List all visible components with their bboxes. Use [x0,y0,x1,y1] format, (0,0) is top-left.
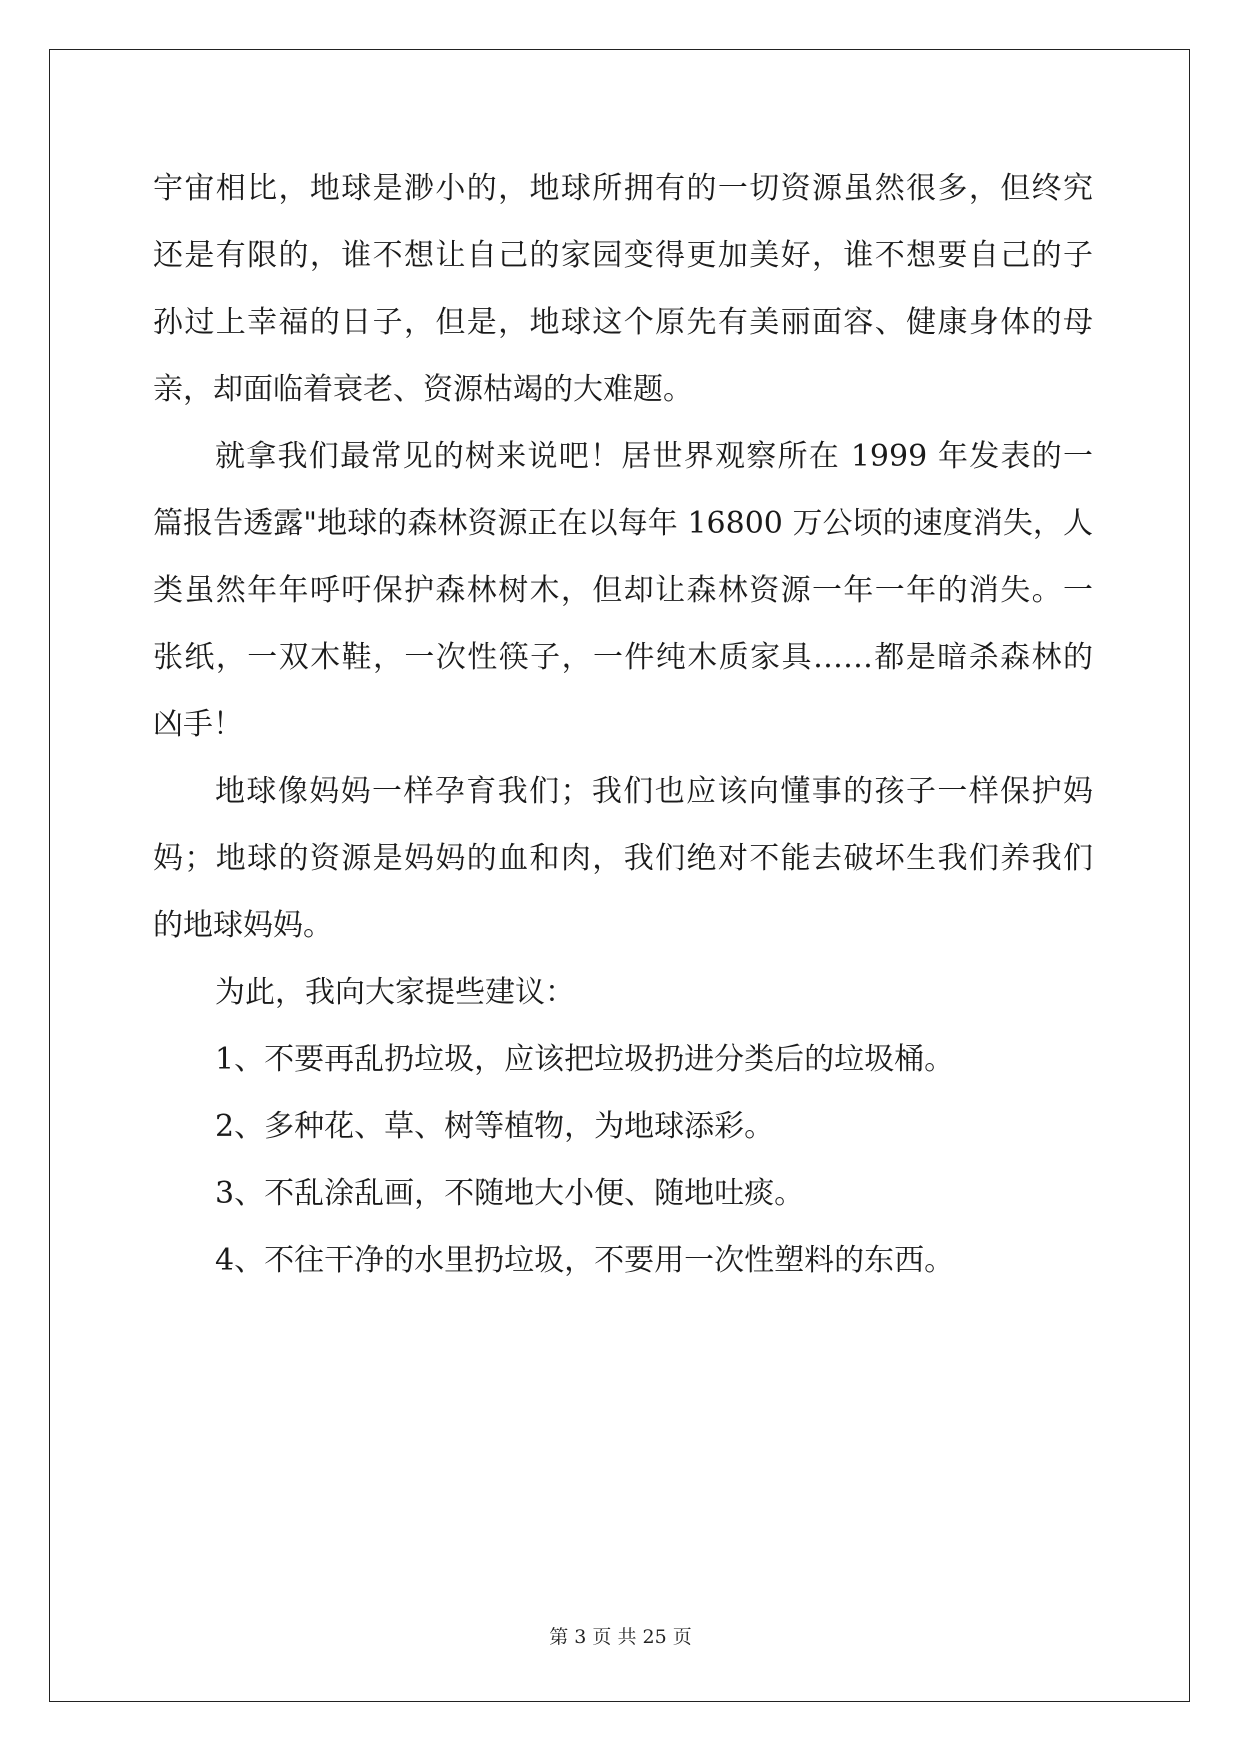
body-line: 孙过上幸福的日子，但是，地球这个原先有美丽面容、健康身体的母 [153,305,1093,340]
body-line: 地球像妈妈一样孕育我们；我们也应该向懂事的孩子一样保护妈 [215,774,1093,809]
body-line: 篇报告透露"地球的森林资源正在以每年 16800 万公顷的速度消失，人 [153,506,1093,541]
body-line: 亲，却面临着衰老、资源枯竭的大难题。 [153,372,693,407]
body-line: 张纸，一双木鞋，一次性筷子，一件纯木质家具……都是暗杀森林的 [153,640,1093,675]
body-line: 为此，我向大家提些建议： [215,975,575,1010]
list-item: 1、不要再乱扔垃圾，应该把垃圾扔进分类后的垃圾桶。 [215,1042,955,1077]
document-body [153,155,1093,1294]
page-footer: 第 3 页 共 25 页 [549,1626,692,1648]
list-item: 4、不往干净的水里扔垃圾，不要用一次性塑料的东西。 [215,1243,955,1278]
list-item: 3、不乱涂乱画，不随地大小便、随地吐痰。 [215,1176,805,1211]
body-line: 凶手！ [153,707,243,742]
body-line: 还是有限的，谁不想让自己的家园变得更加美好，谁不想要自己的子 [153,238,1093,273]
list-item: 2、多种花、草、树等植物，为地球添彩。 [215,1109,775,1144]
body-line: 宇宙相比，地球是渺小的，地球所拥有的一切资源虽然很多，但终究 [153,171,1093,206]
body-line: 妈；地球的资源是妈妈的血和肉，我们绝对不能去破坏生我们养我们 [153,841,1093,876]
body-line: 就拿我们最常见的树来说吧！居世界观察所在 1999 年发表的一 [215,439,1093,474]
body-line: 的地球妈妈。 [153,908,333,943]
body-line: 类虽然年年呼吁保护森林树木，但却让森林资源一年一年的消失。一 [153,573,1093,608]
